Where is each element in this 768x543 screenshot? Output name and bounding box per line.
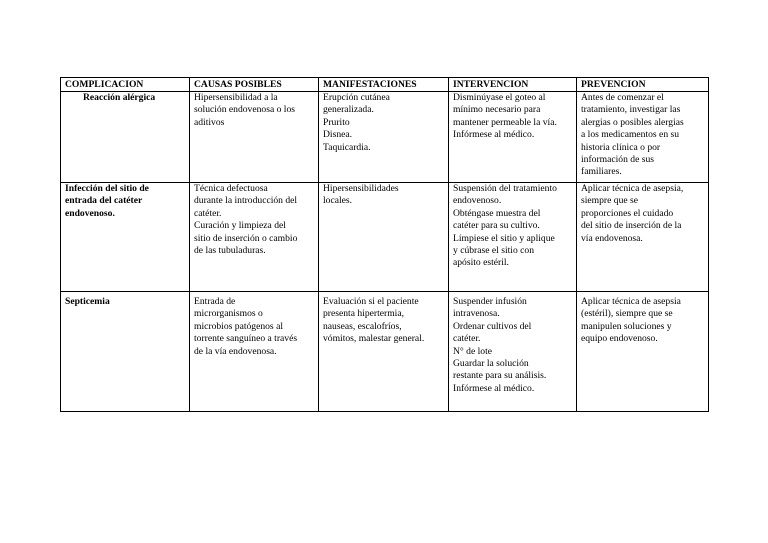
cell-line: Suspender infusión	[453, 296, 527, 307]
cell-line: restante para su análisis.	[453, 370, 547, 382]
cell-line: Evaluación si el paciente	[323, 296, 419, 307]
cell-line: microrganismos o	[194, 308, 263, 320]
cell-causas	[190, 292, 319, 412]
cell-prevencion	[577, 92, 709, 183]
cell-line: mínimo necesario para	[453, 104, 541, 116]
cell-line: Prurito	[323, 116, 350, 128]
cell-line: de las tubuladuras.	[194, 245, 266, 257]
cell-line: Disnea.	[323, 129, 353, 141]
cell-line: catéter para su cultivo.	[453, 220, 540, 232]
table-row	[61, 292, 709, 412]
cell-line: Disminúyase el goteo al	[453, 92, 546, 103]
header-causas: CAUSAS POSIBLES	[190, 78, 319, 92]
cell-intervencion	[449, 183, 577, 292]
cell-prevencion	[577, 292, 709, 412]
cell-line: aditivos	[194, 116, 225, 128]
cell-line: generalizada.	[323, 104, 374, 116]
cell-causas	[190, 92, 319, 183]
cell-line: manipulen soluciones y	[581, 320, 672, 332]
cell-line: Reacción alérgica	[83, 92, 156, 103]
cell-line: Entrada de	[194, 296, 236, 307]
cell-line: (estéril), siempre que se	[581, 308, 673, 320]
cell-line: de la vía endovenosa.	[194, 345, 277, 357]
cell-line: Hipersensibilidad a la	[194, 92, 278, 103]
cell-line: tratamiento, investigar las	[581, 104, 681, 116]
cell-line: Erupción cutánea	[323, 92, 390, 103]
cell-line: intravenosa.	[453, 308, 500, 320]
cell-line: vómitos, malestar general.	[323, 333, 425, 345]
cell-line: Ordenar cultivos del	[453, 320, 532, 332]
cell-complicacion	[61, 292, 190, 412]
cell-line: del sitio de inserción de la	[581, 220, 682, 232]
cell-complicacion	[61, 92, 190, 183]
header-intervencion: INTERVENCION	[449, 78, 577, 92]
cell-complicacion	[61, 183, 190, 292]
cell-causas	[190, 183, 319, 292]
table-body	[61, 92, 709, 412]
cell-line: vía endovenosa.	[581, 232, 643, 244]
header-complicacion: COMPLICACION	[61, 78, 190, 92]
cell-line: siempre que se	[581, 195, 639, 207]
cell-line: Aplicar técnica de asepsia,	[581, 183, 684, 194]
cell-line: torrente sanguíneo a través	[194, 333, 298, 345]
cell-line: proporciones el cuidado	[581, 207, 674, 219]
table-row	[61, 183, 709, 292]
cell-line: Aplicar técnica de asepsia	[581, 296, 681, 307]
cell-line: a los medicamentos en su	[581, 129, 680, 141]
cell-line: apósito estéril.	[453, 257, 509, 269]
cell-line: solución endovenosa o los	[194, 104, 295, 116]
cell-manifestaciones	[319, 92, 449, 183]
cell-line: Infórmese al médico.	[453, 129, 535, 141]
cell-line: presenta hipertermia,	[323, 308, 404, 320]
cell-line: durante la introducción del	[194, 195, 298, 207]
cell-intervencion	[449, 92, 577, 183]
cell-line: Curación y limpieza del	[194, 220, 286, 232]
cell-manifestaciones	[319, 183, 449, 292]
cell-manifestaciones	[319, 292, 449, 412]
cell-line: familiares.	[581, 166, 622, 178]
cell-line: Infección del sitio de	[65, 183, 149, 194]
table-row	[61, 92, 709, 183]
cell-line: Suspensión del tratamiento	[453, 183, 557, 194]
cell-line: mantener permeable la vía.	[453, 116, 557, 128]
header-prevencion: PREVENCION	[577, 78, 709, 92]
cell-line: endovenoso.	[453, 195, 502, 207]
cell-prevencion	[577, 183, 709, 292]
cell-line: catéter.	[453, 333, 481, 345]
cell-line: locales.	[323, 195, 353, 207]
cell-line: endovenoso.	[65, 207, 115, 219]
header-row	[61, 78, 709, 92]
cell-line: Técnica defectuosa	[194, 183, 268, 194]
cell-line: Septicemia	[65, 296, 110, 307]
cell-line: equipo endovenoso.	[581, 333, 658, 345]
cell-line: Taquicardia.	[323, 141, 371, 153]
cell-line: y cúbrase el sitio con	[453, 245, 534, 257]
cell-line: N° de lote	[453, 345, 493, 357]
cell-intervencion	[449, 292, 577, 412]
complications-table	[60, 77, 709, 412]
cell-line: Antes de comenzar el	[581, 92, 664, 103]
cell-line: Obténgase muestra del	[453, 207, 541, 219]
cell-line: catéter.	[194, 207, 222, 219]
cell-line: nauseas, escalofríos,	[323, 320, 402, 332]
cell-line: Hipersensibilidades	[323, 183, 399, 194]
cell-line: entrada del catéter	[65, 195, 143, 207]
cell-line: historia clínica o por	[581, 141, 661, 153]
cell-line: Guardar la solución	[453, 358, 529, 370]
cell-line: Infórmese al médico.	[453, 382, 535, 394]
cell-line: alergias o posibles alergias	[581, 116, 684, 128]
cell-line: sitio de inserción o cambio	[194, 232, 298, 244]
header-manifestaciones: MANIFESTACIONES	[319, 78, 449, 92]
cell-line: Límpiese el sitio y aplique	[453, 232, 555, 244]
cell-line: información de sus	[581, 154, 655, 166]
cell-line: microbios patógenos al	[194, 320, 283, 332]
